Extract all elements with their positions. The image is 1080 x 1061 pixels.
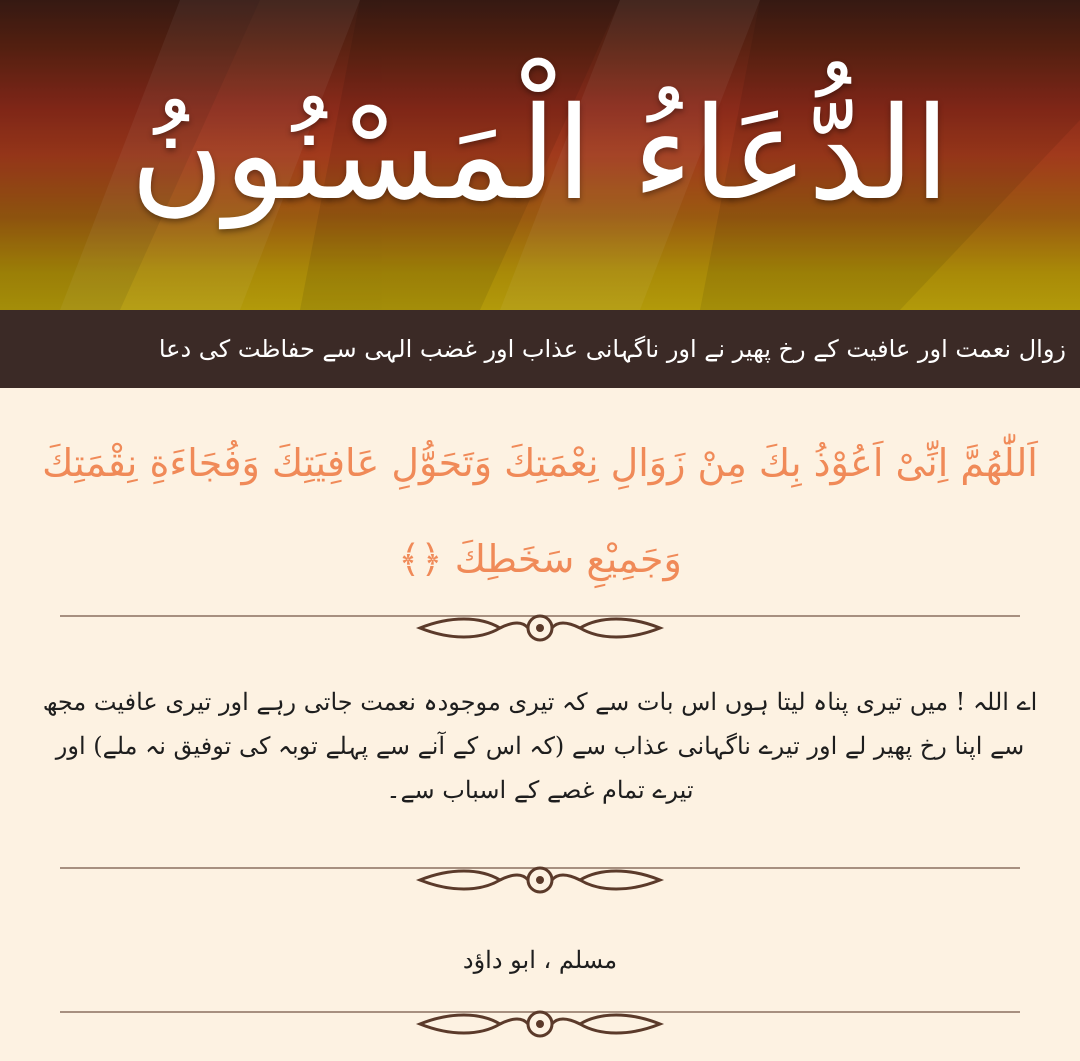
- subtitle-bar: [0, 310, 1080, 388]
- dua-arabic-text: اَللّٰهُمَّ اِنِّیْ اَعُوْذُ بِكَ مِنْ زَوَالِ نِعْمَتِكَ وَتَحَوُّلِ عَافِيَتِكَ وَفُجَاءَةِ نِقْمَتِكَ وَجَمِيْعِ سَخَطِكَ ﴿﴾: [42, 441, 1038, 581]
- subtitle-text: زوال نعمت اور عافیت کے رخ پھیر نے اور ناگہانی عذاب اور غضب الہی سے حفاظت کی دعا: [158, 335, 1066, 363]
- dua-urdu-translation: اے اللہ ! میں تیری پناہ لیتا ہوں اس بات سے کہ تیری موجودہ نعمت جاتی رہے اور تیری عافیت مجھ سے اپنا رخ پھیر لے اور تیرے ناگہانی عذاب سے (کہ اس کے آنے سے پہلے توبہ کی توفیق نہ ملے) اور تیرے تمام غصے کے اسباب سے۔: [42, 688, 1038, 804]
- banner-title: الدُّعَاءُ الْمَسْنُونُ: [130, 80, 950, 229]
- dua-reference: مسلم ، ابو داؤد: [462, 946, 618, 974]
- ornament-divider-1: [60, 606, 1020, 646]
- header-banner: [0, 0, 1080, 310]
- ornament-divider-3: [60, 1002, 1020, 1042]
- ornament-divider-2: [60, 858, 1020, 898]
